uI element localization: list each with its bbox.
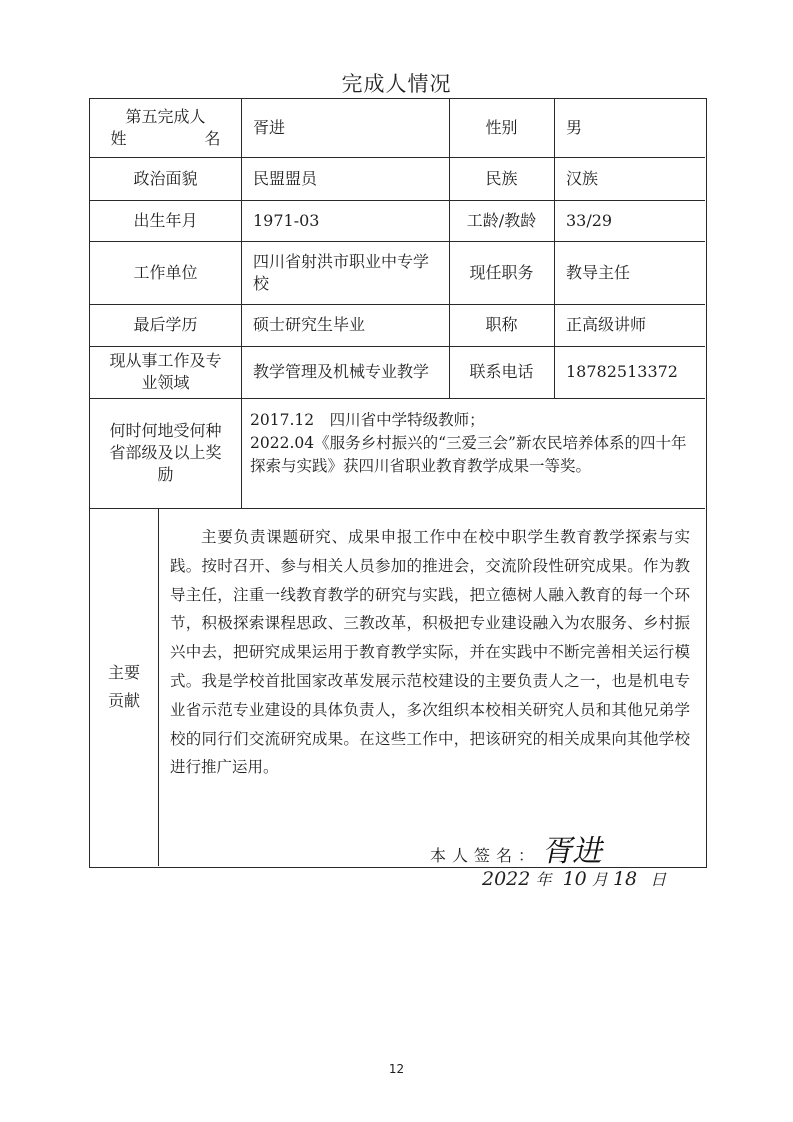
contribution-label: [90, 508, 158, 866]
award-line-1: 2017.12 四川省中学特级教师；: [250, 411, 485, 429]
awards-label: 何时何地受何种省部级及以上奖励: [109, 421, 222, 484]
page-number: 12: [388, 1062, 405, 1076]
name-value: 胥进: [253, 118, 286, 137]
signature-label: 本人签名：: [430, 846, 541, 865]
field-value: 教学管理及机械专业教学: [253, 362, 430, 381]
handwritten-signature: 胥进: [540, 834, 608, 869]
date-month: 10: [562, 868, 587, 890]
awards-value: [250, 409, 700, 478]
date-day: 18: [612, 868, 638, 890]
field-label: 现从事工作及专业领域: [109, 351, 222, 392]
award-line-2: 2022.04《服务乡村振兴的“三爱三会”新农民培养体系的四十年探索与实践》获四川省职业教育教学成果一等奖。: [250, 434, 687, 475]
personnel-form-table: [89, 98, 707, 890]
contribution-label-line2: 贡献: [107, 691, 140, 710]
seniority-value: 33/29: [566, 210, 613, 230]
name-label-char1: 姓: [110, 129, 127, 148]
position-label: 现任职务: [469, 262, 534, 282]
gender-label: 性别: [485, 118, 518, 137]
title-value: 正高级讲师: [566, 315, 647, 334]
title-label: 职称: [485, 315, 518, 334]
seniority-label: 工龄/教龄: [466, 210, 537, 230]
gender-value: 男: [566, 118, 583, 137]
birth-value: 1971-03: [253, 210, 320, 230]
date-day-unit: 日: [650, 870, 667, 889]
date-year-unit: 年: [535, 870, 552, 889]
name-label-line2: [111, 128, 221, 150]
education-label: 最后学历: [133, 315, 198, 334]
politics-value: 民盟盟员: [253, 168, 318, 188]
birth-label: 出生年月: [133, 210, 198, 230]
date-month-unit: 月: [591, 870, 608, 889]
politics-label: 政治面貌: [133, 168, 198, 188]
phone-label: 联系电话: [469, 362, 534, 381]
position-value: 教导主任: [566, 262, 631, 282]
work-unit-value: 四川省射洪市职业中专学校: [253, 251, 430, 293]
phone-value: 18782513372: [566, 362, 678, 381]
date-year: 2022: [482, 868, 531, 890]
contribution-text: 主要负责课题研究、成果申报工作中在校中职学生教育教学探索与实践。按时召开、参与相关人员参加的推进会，交流阶段性研究成果。作为教导主任，注重一线教育教学的研究与实践，把立德树人融入教育的每一个环节，积极探索课程思政、三教改革，积极把专业建设融入为农服务、乡村振兴中去，把研究成果运用于教育教学实际，并在实践中不断完善相关运行模式。我是学校首批国家改革发展示范校建设的主要负责人之一，也是机电专业省示范专业建设的具体负责人，多次组织本校相关研究人员和其他兄弟学校的同行们交流研究成果。在这些工作中，把该研究的相关成果向其他学校进行推广运用。: [170, 528, 690, 777]
name-label: [90, 99, 241, 157]
name-label-char2: 名: [204, 129, 221, 148]
education-value: 硕士研究生毕业: [253, 315, 366, 334]
work-unit-label: 工作单位: [133, 262, 198, 282]
ethnicity-value: 汉族: [566, 168, 599, 188]
signature-date: [482, 867, 666, 890]
form-title: 完成人情况: [341, 72, 452, 96]
name-label-line1: 第五完成人: [125, 107, 206, 126]
ethnicity-label: 民族: [485, 168, 518, 188]
contribution-label-line1: 主要: [107, 663, 140, 682]
